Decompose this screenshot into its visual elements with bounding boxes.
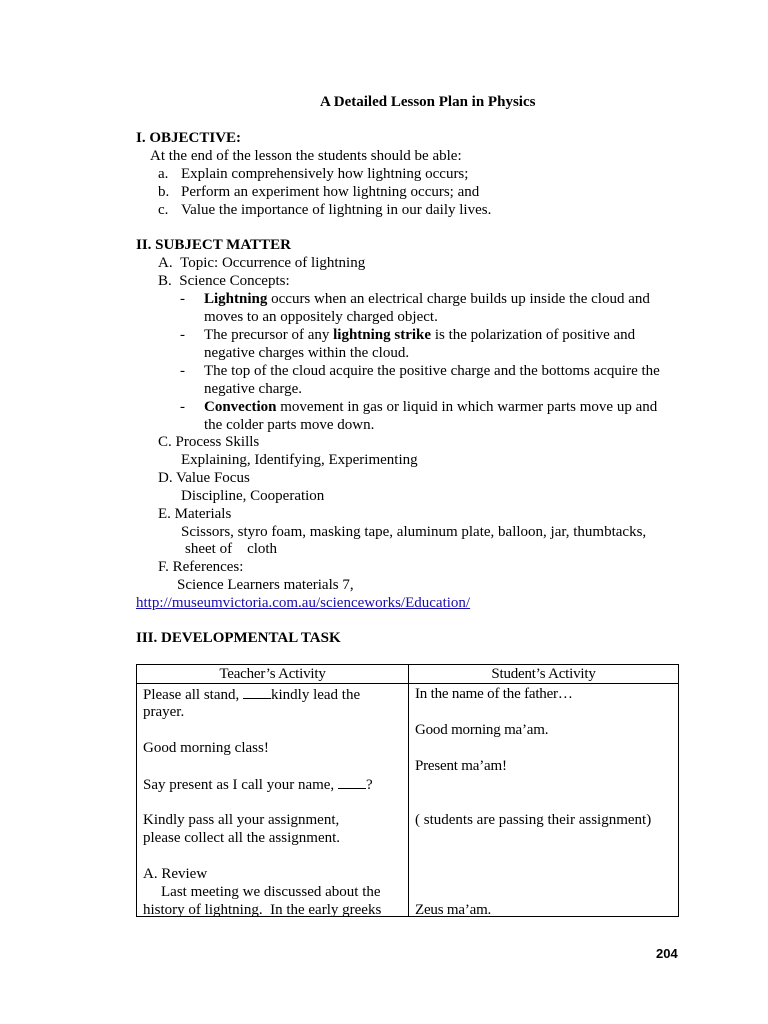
student-line: Good morning ma’am. — [415, 722, 549, 738]
teacher-line: Good morning class! — [143, 740, 269, 756]
teacher-line: Last meeting we discussed about the — [161, 884, 381, 900]
page-number: 204 — [656, 946, 678, 961]
concept-cloud-top: The top of the cloud acquire the positive charge and the bottoms acquire the — [204, 363, 660, 379]
topic-line: A. Topic: Occurrence of lightning — [158, 255, 366, 271]
concept-lightning-cont: moves to an oppositely charged object. — [204, 309, 438, 325]
materials-line1: Scissors, styro foam, masking tape, aluminum plate, balloon, jar, thumbtacks, — [181, 524, 647, 540]
concept-cloud-top-cont: negative charge. — [204, 381, 303, 397]
concept-convection-cont: the colder parts move down. — [204, 417, 375, 433]
science-concepts-label: B. Science Concepts: — [158, 273, 290, 289]
value-focus-label: D. Value Focus — [158, 470, 250, 486]
review-label: A. Review — [143, 866, 208, 882]
teacher-line: prayer. — [143, 704, 185, 720]
objective-item-a: Explain comprehensively how lightning occurs; — [181, 166, 469, 182]
fill-blank — [338, 775, 366, 789]
process-skills-value: Explaining, Identifying, Experimenting — [181, 452, 418, 468]
teacher-line: Kindly pass all your assignment, — [143, 812, 340, 828]
bullet-dash: - — [180, 399, 185, 415]
reference-link[interactable]: http://museumvictoria.com.au/scienceworks/Education/ — [136, 595, 471, 611]
concept-precursor: The precursor of any lightning strike is the polarization of positive and — [204, 327, 636, 343]
concept-convection: Convection movement in gas or liquid in which warmer parts move up and — [204, 399, 658, 415]
value-focus-value: Discipline, Cooperation — [181, 488, 325, 504]
objective-item-c: Value the importance of lightning in our daily lives. — [181, 202, 492, 218]
materials-line2: sheet of cloth — [185, 541, 278, 557]
process-skills-label: C. Process Skills — [158, 434, 260, 450]
objective-marker-b: b. — [158, 184, 170, 200]
objective-marker-c: c. — [158, 202, 169, 218]
student-activity-cell — [409, 684, 679, 917]
table-header-row — [137, 665, 679, 684]
objective-heading: I. OBJECTIVE: — [136, 130, 242, 146]
student-line: Present ma’am! — [415, 758, 507, 774]
bullet-dash: - — [180, 327, 185, 343]
teacher-activity-header: Teacher’s Activity — [137, 665, 409, 684]
teacher-line-prayer: Please all stand, kindly lead the — [143, 687, 361, 703]
page-title: A Detailed Lesson Plan in Physics — [320, 94, 536, 110]
student-line: ( students are passing their assignment) — [415, 812, 652, 828]
fill-blank — [243, 685, 271, 699]
table-row — [137, 684, 679, 917]
references-line1: Science Learners materials 7, — [177, 577, 354, 593]
objective-intro: At the end of the lesson the students should be able: — [150, 148, 462, 164]
teacher-line-roll-call: Say present as I call your name, ? — [143, 777, 373, 793]
student-activity-header: Student’s Activity — [409, 665, 679, 684]
materials-label: E. Materials — [158, 506, 232, 522]
concept-precursor-cont: negative charges within the cloud. — [204, 345, 410, 361]
subject-matter-heading: II. SUBJECT MATTER — [136, 237, 291, 253]
student-line: In the name of the father… — [415, 686, 573, 702]
teacher-line: history of lightning. In the early greeks — [143, 902, 382, 918]
student-line: Zeus ma’am. — [415, 902, 492, 918]
objective-marker-a: a. — [158, 166, 169, 182]
references-label: F. References: — [158, 559, 244, 575]
teacher-line: please collect all the assignment. — [143, 830, 341, 846]
bullet-dash: - — [180, 363, 185, 379]
bullet-dash: - — [180, 291, 185, 307]
concept-lightning: Lightning occurs when an electrical charge builds up inside the cloud and — [204, 291, 650, 307]
objective-item-b: Perform an experiment how lightning occurs; and — [181, 184, 480, 200]
teacher-activity-cell — [137, 684, 409, 917]
activity-table — [136, 664, 679, 917]
developmental-task-heading: III. DEVELOPMENTAL TASK — [136, 630, 341, 646]
